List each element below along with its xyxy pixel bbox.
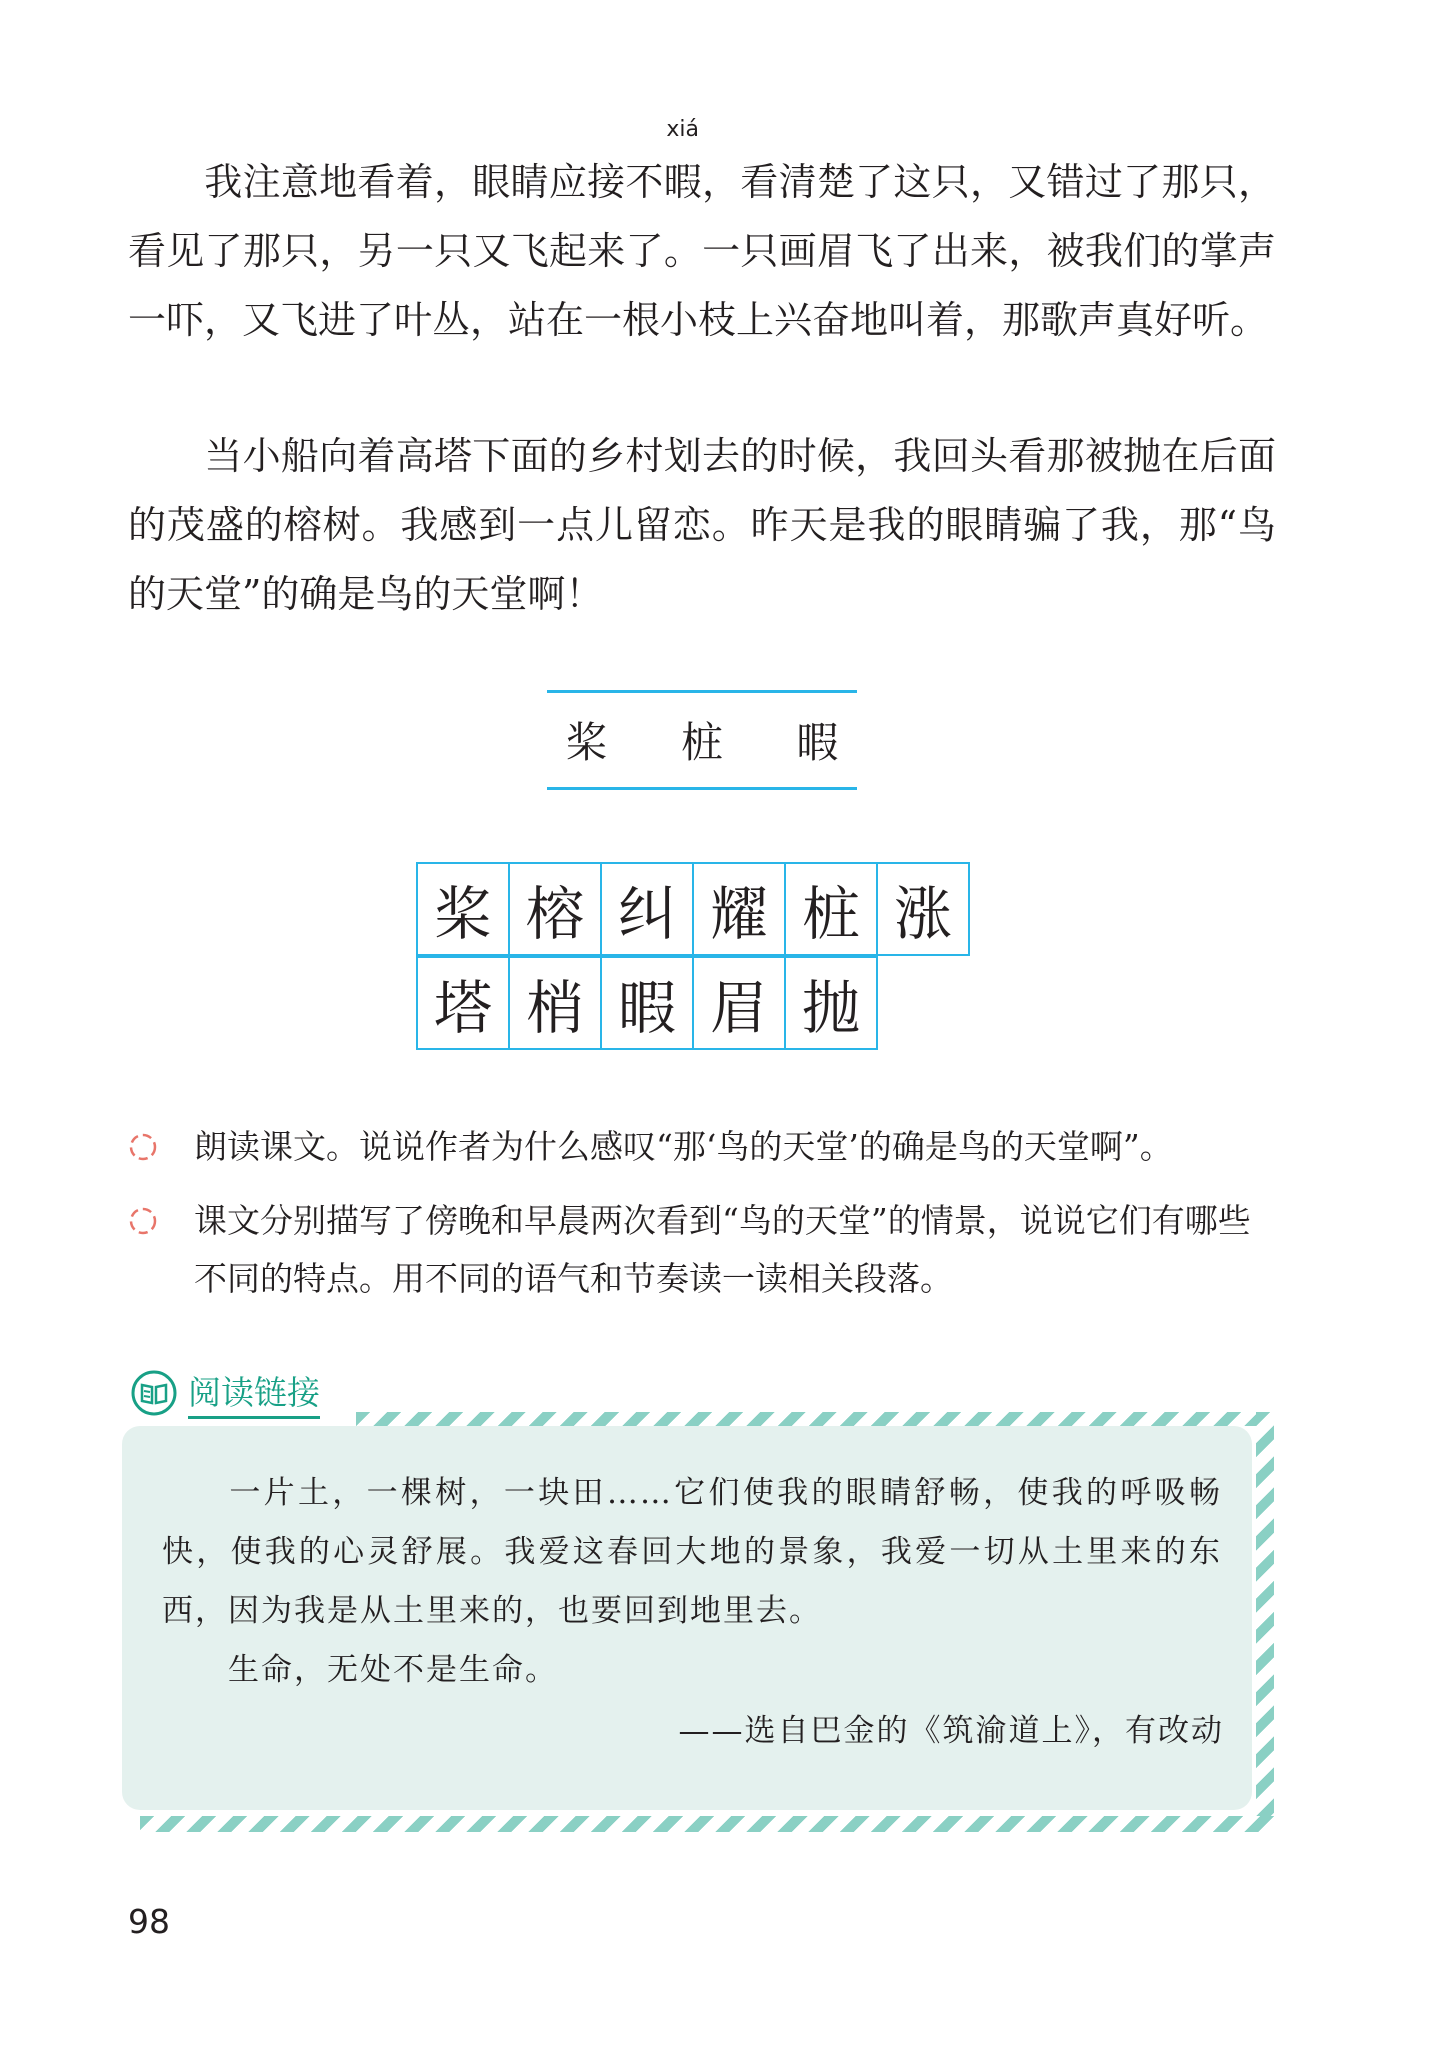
reading-link-label: 阅读链接 — [188, 1367, 320, 1419]
body-paragraph-1 — [128, 117, 1276, 355]
reading-paragraph-2: 生命，无处不是生命。 — [228, 1652, 558, 1688]
character-cell: 桩 — [784, 862, 878, 956]
character-cell: 塔 — [416, 956, 510, 1050]
character-grid-row-1 — [418, 864, 970, 956]
reading-box-stripe-right — [1256, 1412, 1274, 1832]
page-number: 98 — [128, 1902, 170, 1941]
character-cell: 桨 — [416, 862, 510, 956]
ruby-pinyin: xiá — [666, 117, 700, 142]
character-cell: 耀 — [692, 862, 786, 956]
character-cell: 眉 — [692, 956, 786, 1050]
exercise-bullet-icon — [128, 1206, 158, 1236]
book-icon — [130, 1369, 178, 1417]
exercise-text: 朗读课文。说说作者为什么感叹“那‘鸟的天堂’的确是鸟的天堂啊”。 — [194, 1127, 1173, 1166]
character-cell: 纠 — [600, 862, 694, 956]
reading-paragraph-1: 一片土，一棵树，一块田……它们使我的眼睛舒畅，使我的呼吸畅快，使我的心灵舒展。我爱这春回大地的景象，我爱一切从土里来的东西，因为我是从土里来的，也要回到地里去。 — [162, 1475, 1222, 1629]
body-paragraph-2: 当小船向着高塔下面的乡村划去的时候，我回头看那被抛在后面的茂盛的榕树。我感到一点儿留恋。昨天是我的眼睛骗了我，那“鸟的天堂”的确是鸟的天堂啊！ — [128, 434, 1276, 616]
character-grid-row-2 — [418, 958, 878, 1050]
reading-box-stripe-bottom — [140, 1816, 1274, 1832]
write-section-title: 桨 桩 暇 — [565, 718, 869, 767]
exercise-bullet-icon — [128, 1132, 158, 1162]
write-section-title-box — [547, 690, 869, 790]
reading-box-stripe-top — [356, 1412, 1274, 1426]
character-cell: 暇 — [600, 956, 694, 1050]
ruby-char: xiá 暇 — [663, 117, 702, 204]
character-cell: 榕 — [508, 862, 602, 956]
character-cell: 涨 — [876, 862, 970, 956]
exercise-text: 课文分别描写了傍晚和早晨两次看到“鸟的天堂”的情景，说说它们有哪些不同的特点。用不同的语气和节奏读一读相关段落。 — [194, 1201, 1251, 1298]
reading-link-header — [130, 1368, 320, 1418]
character-cell: 梢 — [508, 956, 602, 1050]
para1-before: 我注意地看着，眼睛应接不 — [204, 160, 664, 204]
para1-after: ，看清楚了这只，又错过了那只，看见了那只，另一只又飞起来了。一只画眉飞了出来，被我们的掌声一吓，又飞进了叶丛，站在一根小枝上兴奋地叫着，那歌声真好听。 — [128, 160, 1276, 342]
reading-source: ——选自巴金的《筑渝道上》，有改动 — [678, 1713, 1224, 1749]
character-cell: 抛 — [784, 956, 878, 1050]
